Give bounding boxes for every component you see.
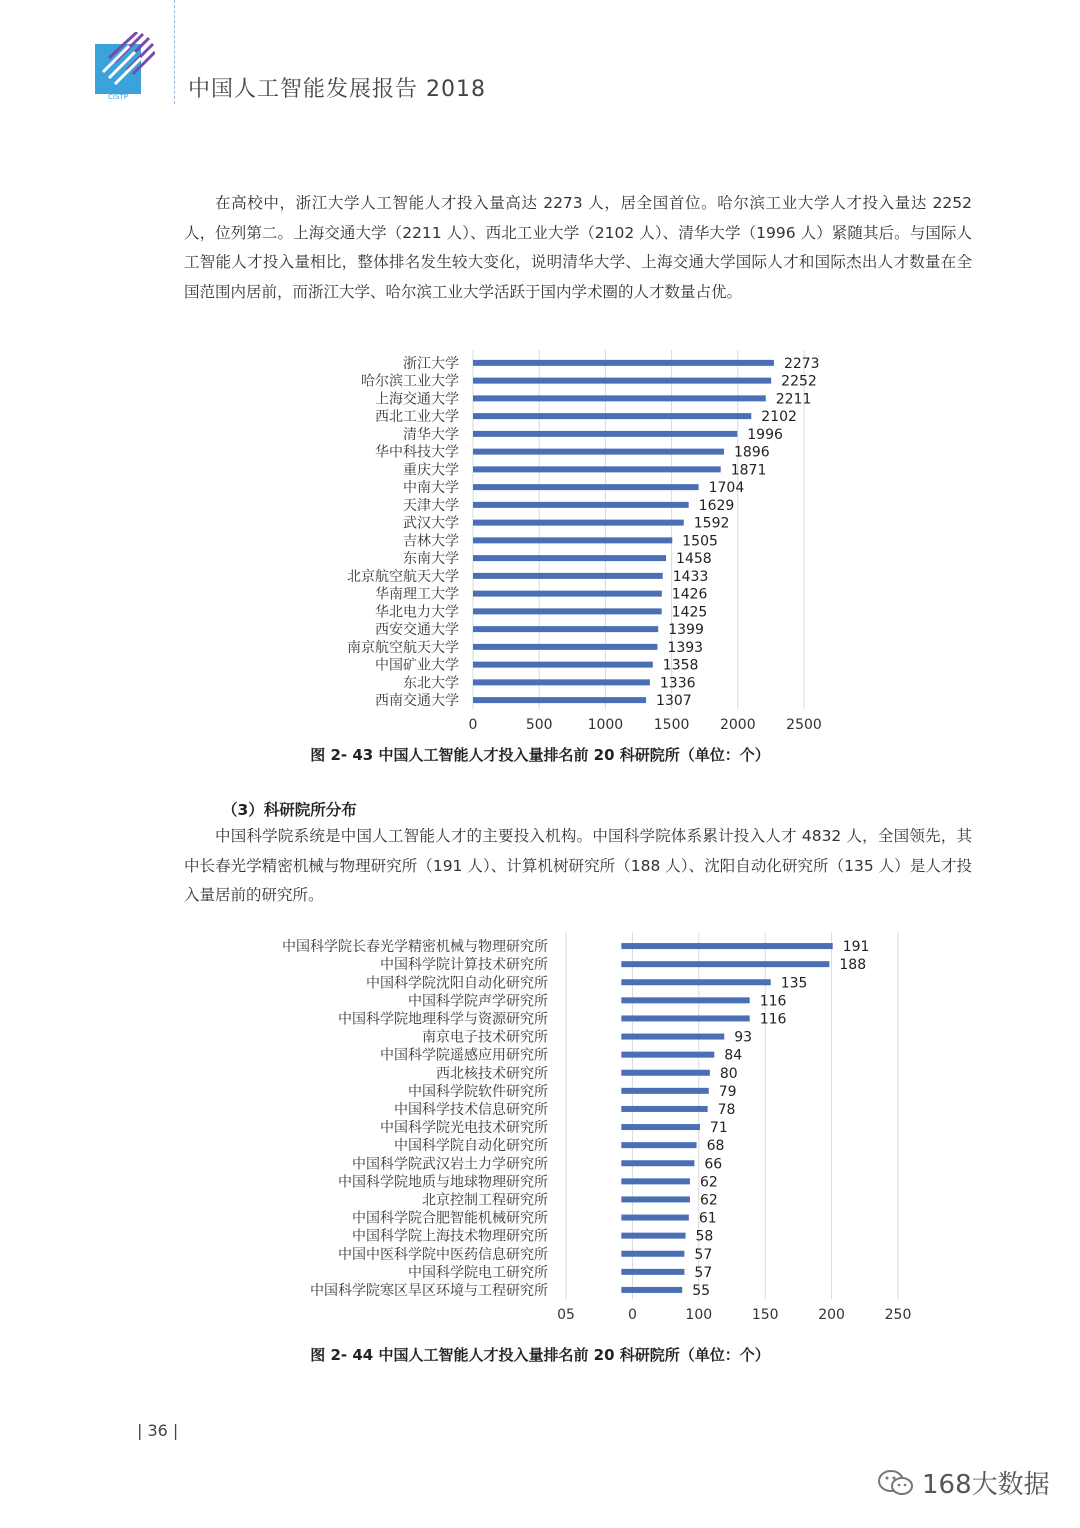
bar: [473, 413, 751, 419]
bar: [473, 626, 658, 632]
category-label: 华南理工大学: [375, 586, 459, 603]
bar: [621, 997, 749, 1003]
category-label: 南京航空航天大学: [347, 639, 459, 656]
value-label: 1458: [676, 551, 712, 568]
figure-2-caption: 图 2- 44 中国人工智能人才投入量排名前 20 科研院所（单位：个）: [310, 1346, 770, 1364]
value-label: 1358: [662, 657, 699, 674]
bar: [621, 1106, 707, 1112]
logo-text: CISTP: [108, 93, 128, 100]
value-label: 84: [724, 1047, 743, 1064]
category-label: 华中科技大学: [375, 444, 459, 461]
value-label: 116: [759, 993, 787, 1010]
value-label: 79: [718, 1083, 737, 1100]
institute-talent-chart: [0, 932, 1080, 1332]
category-label: 武汉大学: [403, 515, 459, 532]
tick-label: 1000: [587, 717, 624, 733]
category-label: 东北大学: [403, 675, 459, 692]
category-label: 中国科学院软件研究所: [408, 1083, 548, 1100]
bar: [473, 378, 771, 384]
value-label: 57: [694, 1264, 713, 1281]
bar: [473, 608, 662, 614]
bar: [621, 1142, 696, 1148]
bar: [621, 1034, 724, 1040]
category-label: 中国科学院遥感应用研究所: [380, 1047, 548, 1064]
value-label: 2252: [781, 373, 817, 390]
bar: [473, 395, 766, 401]
institute-talent-chart-svg: [0, 932, 1080, 1332]
bar: [621, 1251, 684, 1257]
university-talent-chart-svg: [0, 350, 1080, 740]
category-label: 西北工业大学: [375, 409, 459, 426]
bar: [621, 1178, 690, 1184]
category-label: 中国科学院上海技术物理研究所: [352, 1228, 548, 1245]
value-label: 58: [695, 1228, 714, 1245]
bar: [473, 520, 684, 526]
bar: [473, 697, 646, 703]
tick-label: 250: [884, 1307, 912, 1323]
report-title: 中国人工智能发展报告 2018: [188, 77, 486, 102]
bar: [621, 979, 770, 985]
bar: [473, 591, 662, 597]
bar: [473, 484, 699, 490]
bar: [621, 1215, 689, 1221]
bar: [473, 555, 666, 561]
value-label: 1307: [656, 693, 692, 710]
category-label: 西北核技术研究所: [436, 1065, 548, 1082]
value-label: 78: [717, 1101, 736, 1118]
tick-label: 200: [818, 1307, 845, 1323]
category-label: 中国科学院电工研究所: [408, 1264, 548, 1281]
category-label: 中国科学院自动化研究所: [394, 1138, 548, 1155]
category-label: 中国科学院长春光学精密机械与物理研究所: [282, 939, 548, 956]
category-label: 哈尔滨工业大学: [361, 373, 459, 390]
category-label: 天津大学: [403, 497, 459, 514]
tick-label: 2000: [719, 717, 756, 733]
value-label: 61: [698, 1210, 717, 1227]
category-label: 华北电力大学: [375, 604, 459, 621]
category-label: 西南交通大学: [375, 693, 459, 710]
tick-label: 0: [468, 717, 478, 733]
value-label: 62: [699, 1192, 718, 1209]
value-label: 2211: [775, 391, 812, 408]
category-label: 北京控制工程研究所: [422, 1192, 548, 1209]
bar: [621, 1124, 700, 1130]
tick-label: 05: [557, 1307, 575, 1323]
category-label: 南京电子技术研究所: [422, 1029, 548, 1046]
bar: [473, 449, 724, 455]
value-label: 80: [719, 1065, 738, 1082]
bar: [621, 1269, 684, 1275]
value-label: 135: [780, 975, 808, 992]
value-label: 2102: [761, 409, 797, 426]
bar: [473, 537, 672, 543]
bar: [473, 662, 653, 668]
value-label: 57: [694, 1246, 713, 1263]
university-talent-chart: [0, 350, 1080, 740]
value-label: 188: [839, 957, 867, 974]
bar: [621, 1287, 682, 1293]
header-divider: [174, 0, 175, 104]
section-paragraph: 中国科学院系统是中国人工智能人才的主要投入机构。中国科学院体系累计投入人才 4832 人，全国领先，其中长春光学精密机械与物理研究所（191 人）、计算机树研究所（188 人）、沈阳自动化研究所（135 人）是人才投入量居前的研究所。: [184, 827, 972, 904]
bar: [473, 466, 721, 472]
tick-label: 2500: [786, 717, 822, 733]
value-label: 1871: [730, 462, 767, 479]
value-label: 1896: [734, 444, 770, 461]
bar: [473, 502, 689, 508]
value-label: 1505: [682, 533, 718, 550]
value-label: 1393: [667, 639, 704, 656]
category-label: 中国科学技术信息研究所: [394, 1101, 548, 1118]
value-label: 1399: [668, 622, 704, 639]
value-label: 68: [706, 1138, 725, 1155]
bar: [473, 573, 663, 579]
value-label: 1996: [747, 426, 783, 443]
cistp-logo: [95, 32, 155, 100]
category-label: 中国科学院声学研究所: [408, 993, 548, 1010]
value-label: 1433: [672, 568, 709, 585]
value-label: 2273: [783, 355, 820, 372]
value-label: 1336: [659, 675, 696, 692]
category-label: 上海交通大学: [375, 391, 459, 408]
value-label: 1704: [708, 480, 745, 497]
page-number: | 36 |: [137, 1421, 179, 1440]
watermark: [876, 1464, 1050, 1501]
bar: [473, 431, 737, 437]
category-label: 清华大学: [403, 426, 459, 443]
value-label: 191: [842, 939, 870, 956]
value-label: 1426: [671, 586, 708, 603]
category-label: 中国科学院武汉岩土力学研究所: [352, 1156, 548, 1173]
category-label: 东南大学: [403, 551, 459, 568]
category-label: 中国中医科学院中医药信息研究所: [338, 1246, 548, 1263]
category-label: 中国科学院合肥智能机械研究所: [352, 1210, 548, 1227]
value-label: 1425: [671, 604, 708, 621]
value-label: 62: [699, 1174, 718, 1191]
bar: [621, 1070, 710, 1076]
category-label: 西安交通大学: [375, 622, 459, 639]
wechat-icon: [876, 1468, 916, 1498]
watermark-text: 168大数据: [922, 1470, 1050, 1500]
bar: [621, 1015, 749, 1021]
value-label: 66: [704, 1156, 723, 1173]
category-label: 中国矿业大学: [375, 657, 459, 674]
bar: [621, 1233, 685, 1239]
tick-label: 500: [525, 717, 553, 733]
category-label: 中国科学院计算技术研究所: [380, 957, 548, 974]
tick-label: 150: [751, 1307, 779, 1323]
bar: [621, 1196, 690, 1202]
figure-1-caption: 图 2- 43 中国人工智能人才投入量排名前 20 科研院所（单位：个）: [310, 746, 770, 764]
value-label: 71: [709, 1120, 728, 1137]
section-heading: （3）科研院所分布: [222, 801, 357, 819]
category-label: 中国科学院地质与地球物理研究所: [338, 1174, 548, 1191]
tick-label: 100: [685, 1307, 713, 1323]
category-label: 中国科学院沈阳自动化研究所: [366, 975, 548, 992]
category-label: 中国科学院光电技术研究所: [380, 1120, 548, 1137]
bar: [621, 961, 829, 967]
tick-label: 0: [627, 1307, 637, 1323]
tick-label: 1500: [653, 717, 690, 733]
value-label: 116: [759, 1011, 787, 1028]
bar: [473, 360, 774, 366]
bar: [473, 644, 657, 650]
bar: [621, 1160, 694, 1166]
category-label: 中国科学院寒区旱区环境与工程研究所: [310, 1282, 548, 1299]
bar: [621, 1052, 714, 1058]
intro-paragraph: 在高校中，浙江大学人工智能人才投入量高达 2273 人，居全国首位。哈尔滨工业大学人才投入量达 2252 人，位列第二。上海交通大学（2211 人）、西北工业大学（2102 人）、清华大学（1996 人）紧随其后。与国际人工智能人才投入量相比，整体排名发生较大变化，说明清华大学、上海交通大学国际人才和国际杰出人才数量在全国范围内居前，而浙江大学、哈尔滨工业大学活跃于国内学术圈的人才数量占优。: [184, 194, 972, 301]
value-label: 93: [734, 1029, 753, 1046]
bar: [621, 943, 832, 949]
category-label: 中国科学院地理科学与资源研究所: [338, 1011, 548, 1028]
bar: [473, 679, 650, 685]
category-label: 中南大学: [403, 480, 459, 497]
category-label: 吉林大学: [403, 533, 459, 550]
bar: [621, 1088, 708, 1094]
category-label: 重庆大学: [403, 462, 459, 479]
value-label: 1592: [693, 515, 730, 532]
value-label: 55: [692, 1282, 711, 1299]
category-label: 北京航空航天大学: [347, 568, 459, 585]
category-label: 浙江大学: [403, 355, 459, 372]
value-label: 1629: [698, 497, 735, 514]
